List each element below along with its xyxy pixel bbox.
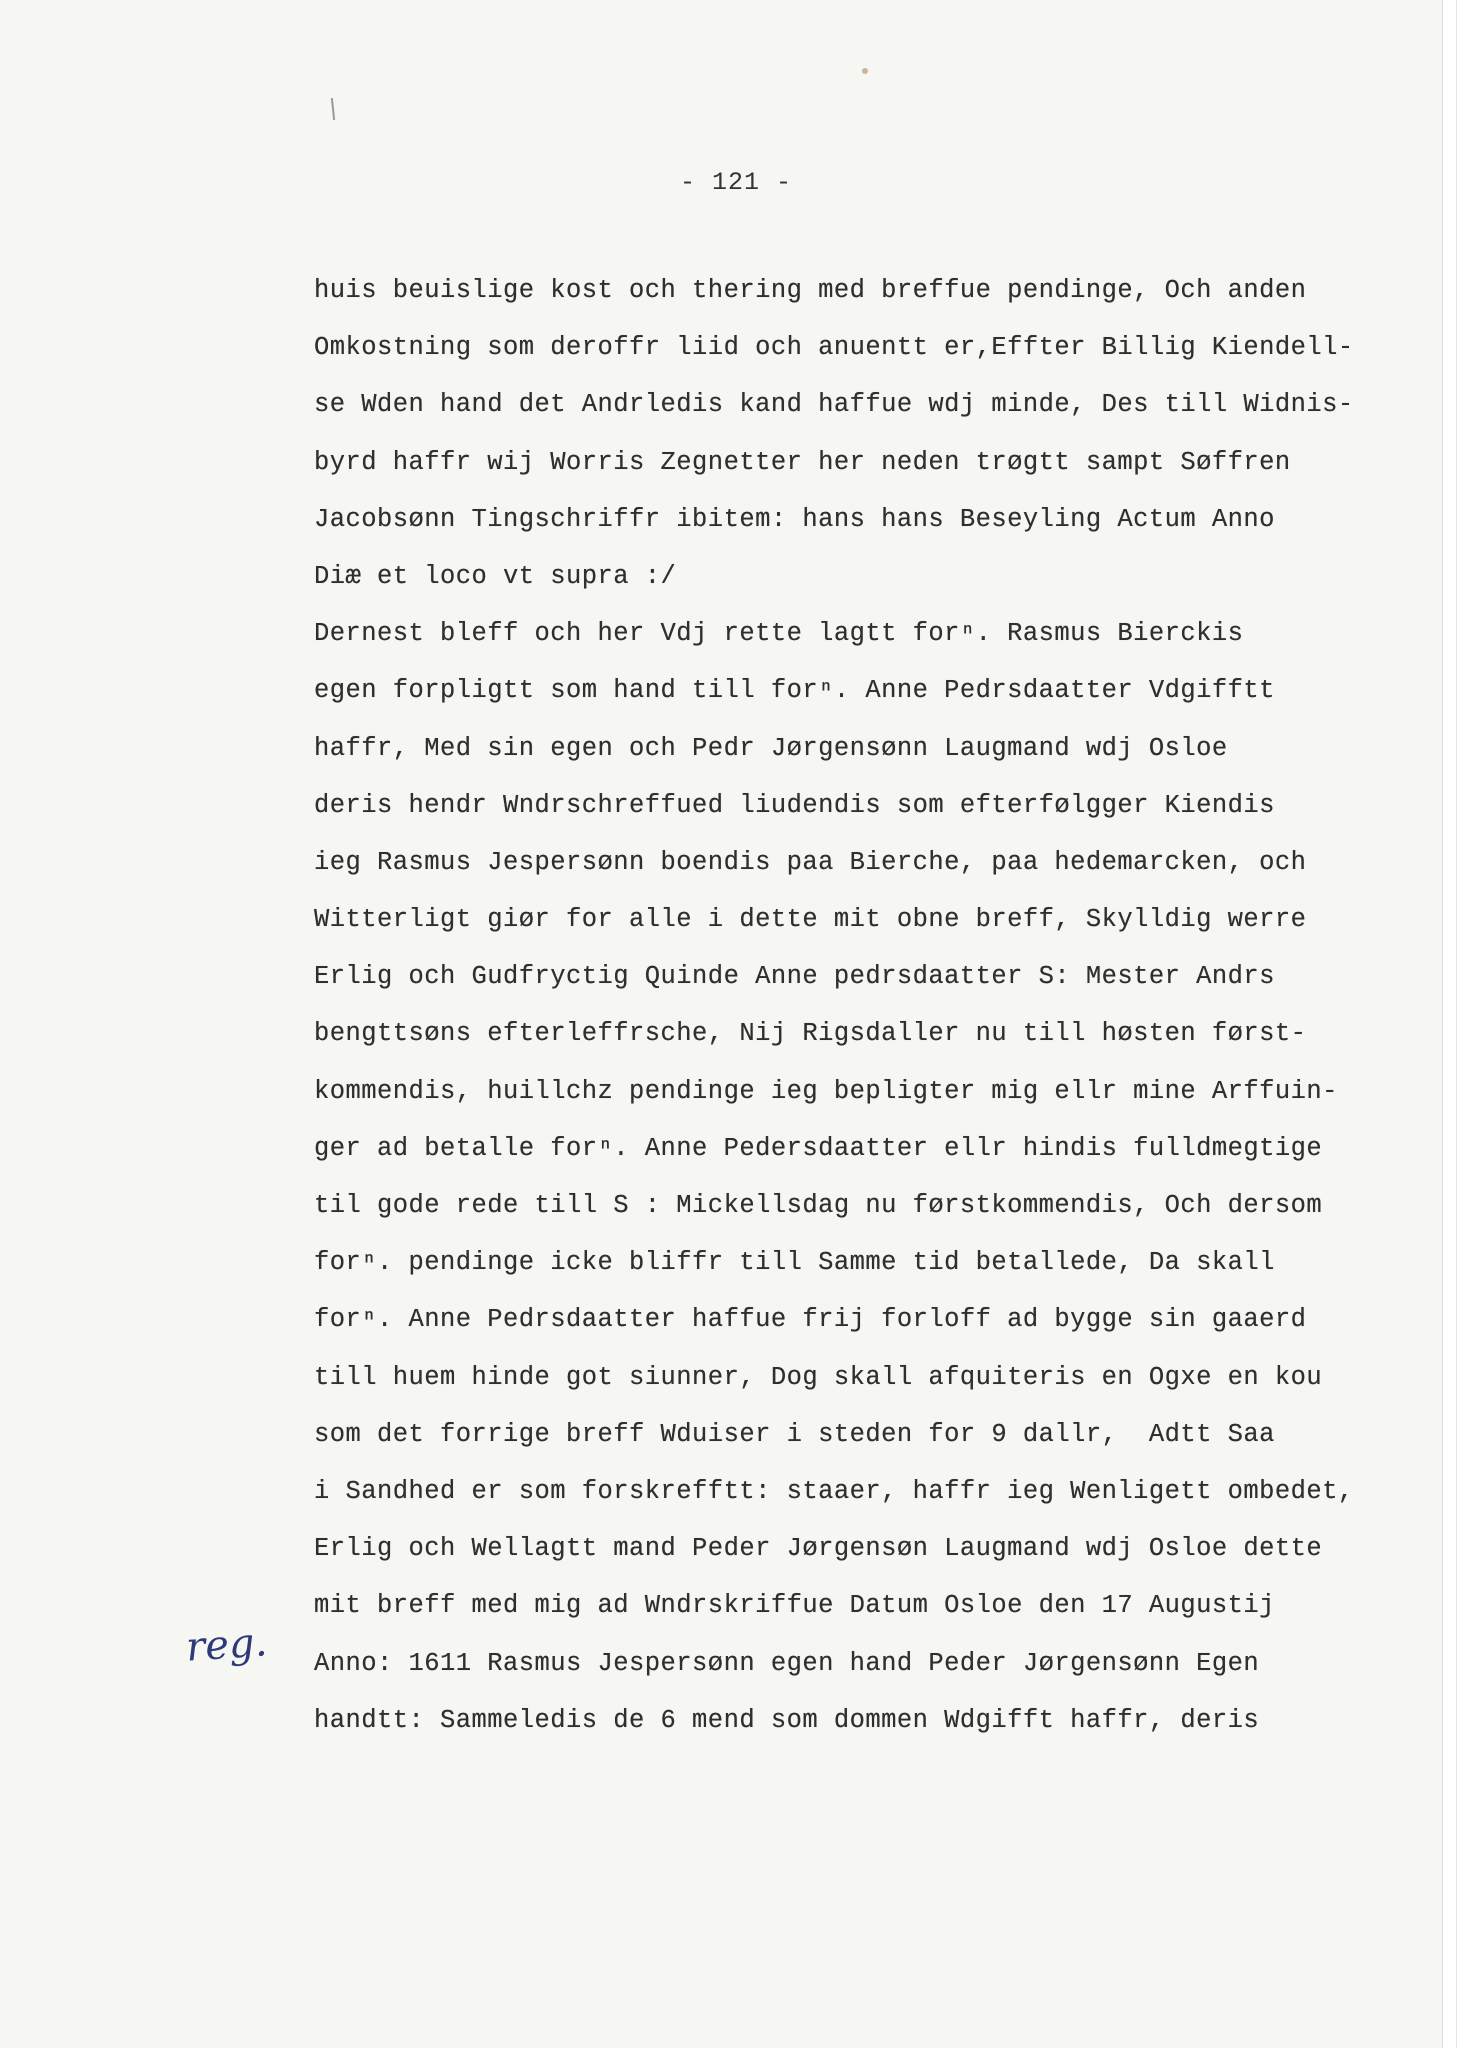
paper-edge-line [1456, 0, 1457, 2048]
transcription-body [314, 262, 1444, 1749]
text-line: som det forrige breff Wduiser i steden for 9 dallr, Adtt Saa [314, 1419, 1275, 1449]
text-line: Anno: 1611 Rasmus Jespersønn egen hand Peder Jørgensønn Egen [314, 1648, 1260, 1678]
text-line: i Sandhed er som forskrefftt: staaer, haffr ieg Wenligett ombedet, [314, 1476, 1354, 1506]
pencil-mark [331, 98, 335, 120]
text-line: Erlig och Wellagtt mand Peder Jørgensøn Laugmand wdj Osloe dette [314, 1534, 1323, 1564]
paper-speck [862, 68, 868, 74]
text-line: kommendis, huillchz pendinge ieg bepligter mig ellr mine Arffuin- [314, 1076, 1338, 1106]
text-line: ger ad betalle forⁿ. Anne Pedersdaatter ellr hindis fulldmegtige [314, 1133, 1323, 1163]
text-line: Diæ et loco vt supra :/ [314, 561, 677, 591]
text-line: Dernest bleff och her Vdj rette lagtt forⁿ. Rasmus Bierckis [314, 619, 1244, 649]
paper-edge [1442, 0, 1465, 2048]
text-line: forⁿ. pendinge icke bliffr till Samme tid betallede, Da skall [314, 1248, 1275, 1278]
text-line: mit breff med mig ad Wndrskriffue Datum Osloe den 17 Augustij [314, 1591, 1275, 1621]
text-line: haffr, Med sin egen och Pedr Jørgensønn Laugmand wdj Osloe [314, 733, 1228, 763]
text-line: Erlig och Gudfryctig Quinde Anne pedrsdaatter S: Mester Andrs [314, 962, 1275, 992]
text-line: forⁿ. Anne Pedrsdaatter haffue frij forloff ad bygge sin gaaerd [314, 1305, 1307, 1335]
text-line: ieg Rasmus Jespersønn boendis paa Bierche, paa hedemarcken, och [314, 847, 1307, 877]
text-line: deris hendr Wndrschreffued liudendis som efterfølgger Kiendis [314, 790, 1275, 820]
text-line: Witterligt giør for alle i dette mit obne breff, Skylldig werre [314, 905, 1307, 935]
text-line: Jacobsønn Tingschriffr ibitem: hans hans Beseyling Actum Anno [314, 504, 1275, 534]
text-line: huis beuislige kost och thering med breffue pendinge, Och anden [314, 276, 1307, 305]
text-line: til gode rede till S : Mickellsdag nu førstkommendis, Och dersom [314, 1191, 1323, 1220]
text-line: Omkostning som deroffr liid och anuentt er,Effter Billig Kiendell- [314, 333, 1354, 363]
text-line: bengttsøns efterleffrsche, Nij Rigsdaller nu till høsten først- [314, 1019, 1307, 1049]
text-line: till huem hinde got siunner, Dog skall afquiteris en Ogxe en kou [314, 1362, 1323, 1392]
page-number: - 121 - [680, 168, 793, 197]
text-line: se Wden hand det Andrledis kand haffue wdj minde, Des till Widnis- [314, 390, 1354, 420]
text-line: egen forpligtt som hand till forⁿ. Anne Pedrsdaatter Vdgifftt [314, 676, 1275, 706]
margin-note-reg: reg. [184, 1619, 269, 1671]
text-line: byrd haffr wij Worris Zegnetter her neden trøgtt sampt Søffren [314, 447, 1291, 477]
text-line: handtt: Sammeledis de 6 mend som dommen Wdgifft haffr, deris [314, 1705, 1260, 1735]
